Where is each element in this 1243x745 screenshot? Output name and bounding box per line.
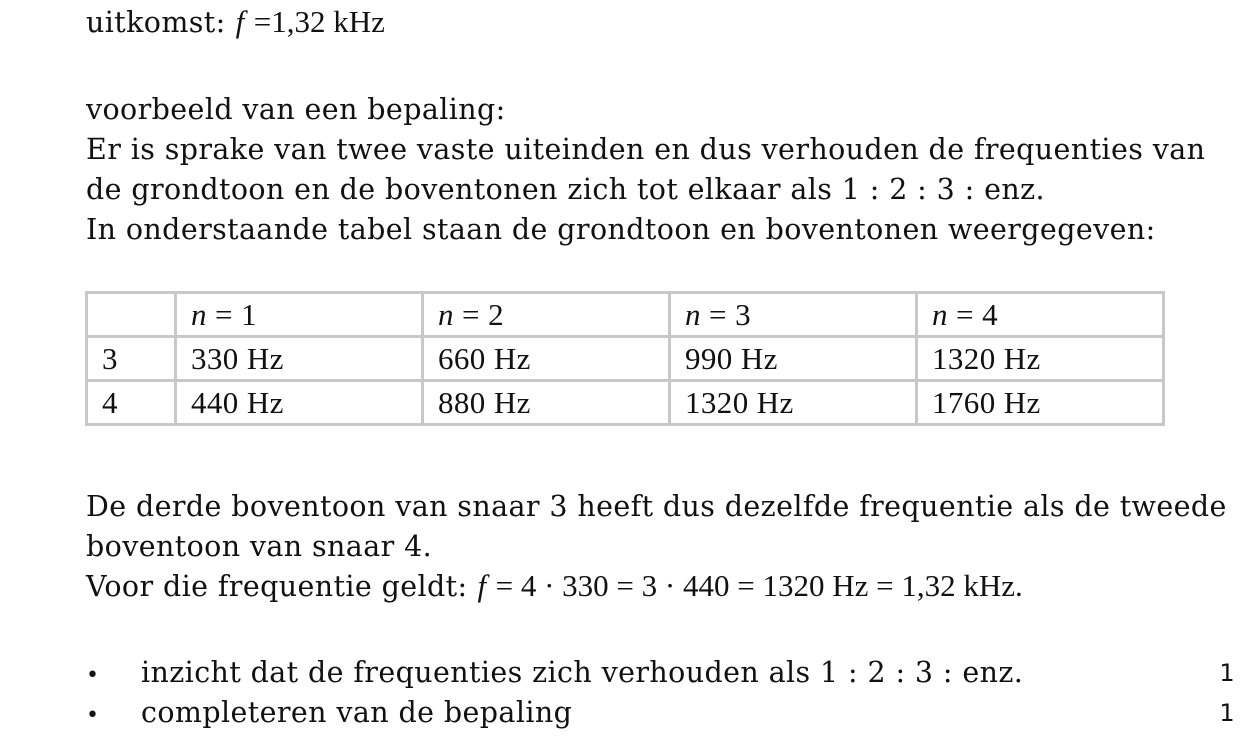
table-cell: 330 Hz: [176, 337, 423, 381]
bullet-icon: •: [86, 703, 100, 728]
outcome-value: 1,32 kHz: [271, 4, 385, 39]
table-cell: 1320 Hz: [917, 337, 1164, 381]
example-line-1: Er is sprake van twee vaste uiteinden en dus verhouden de frequenties van: [86, 133, 1206, 166]
scoring-text: inzicht dat de frequenties zich verhouden als 1 : 2 : 3 : enz.: [141, 656, 1024, 689]
table-cell: 990 Hz: [670, 337, 917, 381]
scoring-points: 1: [1219, 659, 1235, 687]
table-header-cell: n = 4: [917, 293, 1164, 337]
table-row-label: 3: [87, 337, 176, 381]
table-cell: 1320 Hz: [670, 381, 917, 425]
table-row: [87, 337, 1164, 381]
conclusion-line-3: [86, 566, 1023, 607]
conclusion-variable: f: [477, 568, 487, 603]
frequency-table: [85, 291, 1165, 426]
outcome-equals: =: [253, 4, 272, 39]
conclusion-text: Voor die frequentie geldt:: [86, 570, 468, 603]
conclusion-line-1: De derde boventoon van snaar 3 heeft dus dezelfde frequentie als de tweede: [86, 490, 1227, 523]
table-header-cell: n = 3: [670, 293, 917, 337]
outcome-line: [86, 2, 385, 43]
table-row: [87, 381, 1164, 425]
outcome-variable: f: [235, 4, 245, 39]
example-heading: voorbeeld van een bepaling:: [86, 93, 506, 126]
table-cell: 880 Hz: [423, 381, 670, 425]
bullet-icon: •: [86, 663, 100, 688]
table-header-cell: n = 1: [176, 293, 423, 337]
scoring-item: [86, 653, 1023, 696]
example-line-3: In onderstaande tabel staan de grondtoon en boventonen weergegeven:: [86, 213, 1156, 246]
scoring-item: [86, 693, 572, 736]
table-row-label: 4: [87, 381, 176, 425]
scoring-points: 1: [1219, 699, 1235, 727]
conclusion-formula: = 4 · 330 = 3 · 440 = 1320 Hz = 1,32 kHz.: [495, 568, 1023, 603]
table-cell: 440 Hz: [176, 381, 423, 425]
table-cell: 1760 Hz: [917, 381, 1164, 425]
table-header-cell: n = 2: [423, 293, 670, 337]
outcome-label: uitkomst:: [86, 6, 226, 39]
conclusion-line-2: boventoon van snaar 4.: [86, 530, 433, 563]
table-header-row: [87, 293, 1164, 337]
scoring-text: completeren van de bepaling: [141, 696, 573, 729]
example-line-2: de grondtoon en de boventonen zich tot elkaar als 1 : 2 : 3 : enz.: [86, 173, 1045, 206]
table-corner-cell: [87, 293, 176, 337]
table-cell: 660 Hz: [423, 337, 670, 381]
